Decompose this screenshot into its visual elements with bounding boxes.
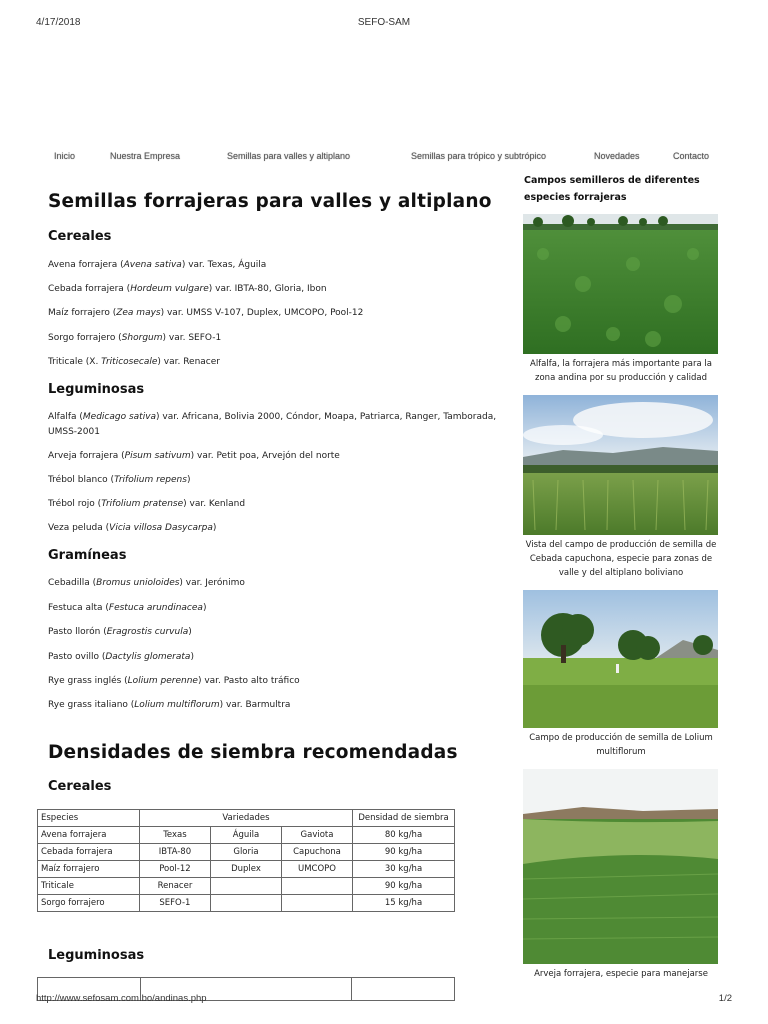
main-nav	[0, 151, 768, 165]
nav-link-contacto[interactable]: Contacto	[673, 151, 710, 161]
density-table	[37, 809, 455, 912]
table-cell: Avena forrajera	[38, 827, 140, 844]
table-row	[38, 861, 455, 878]
nav-link-inicio[interactable]: Inicio	[54, 151, 76, 161]
table-cell	[281, 895, 352, 912]
photo-lolium-field	[523, 590, 718, 728]
table-header-cell: Variedades	[139, 810, 352, 827]
table-cell: 15 kg/ha	[353, 895, 455, 912]
density-title: Densidades de siembra recomendadas	[48, 742, 458, 763]
table-cell	[281, 878, 352, 895]
list-item-graminea: Pasto ovillo (Dactylis glomerata)	[48, 652, 194, 662]
table-cell: 80 kg/ha	[353, 827, 455, 844]
table-cell: 90 kg/ha	[353, 844, 455, 861]
table-header-cell: Densidad de siembra	[353, 810, 455, 827]
nav-link-tropico-subtropico[interactable]: Semillas para trópico y subtrópico	[411, 151, 547, 161]
photo-caption: Alfalfa, la forrajera más importante para la zona andina por su producción y calidad	[530, 359, 712, 383]
table-header-row	[38, 810, 455, 827]
print-footer	[36, 993, 732, 1007]
list-item-cereal: Cebada forrajera (Hordeum vulgare) var. IBTA-80, Gloria, Ibon	[48, 284, 327, 294]
photo-pea-field	[523, 769, 718, 964]
photo-caption: Vista del campo de producción de semilla de Cebada capuchona, especie para zonas de valle y del altiplano boliviano	[525, 540, 717, 578]
list-item-leguminosa: Trébol blanco (Trifolium repens)	[48, 475, 191, 485]
table-row	[38, 844, 455, 861]
print-date: 4/17/2018	[36, 17, 81, 28]
list-item-graminea: Cebadilla (Bromus unioloides) var. Jerónimo	[48, 578, 245, 588]
table-cell: IBTA-80	[139, 844, 210, 861]
list-item-cereal: Avena forrajera (Avena sativa) var. Texas, Águila	[48, 260, 267, 270]
list-item-cereal: Maíz forrajero (Zea mays) var. UMSS V-107, Duplex, UMCOPO, Pool-12	[48, 308, 364, 318]
photo-caption: Arveja forrajera, especie para manejarse	[534, 969, 708, 979]
photo-alfalfa-field	[523, 214, 718, 354]
list-item-graminea: Rye grass italiano (Lolium multiflorum) var. Barmultra	[48, 700, 291, 710]
table-cell: Texas	[139, 827, 210, 844]
table-cell: Maíz forrajero	[38, 861, 140, 878]
print-header	[36, 17, 732, 31]
list-item-leguminosa: Alfalfa (Medicago sativa) var. Africana, Bolivia 2000, Cóndor, Moapa, Patriarca, Ranger, Tamborada, UMSS-2001	[48, 412, 497, 437]
print-title: SEFO-SAM	[357, 17, 411, 28]
table-cell: Cebada forrajera	[38, 844, 140, 861]
table-cell: Pool-12	[139, 861, 210, 878]
table-row	[38, 827, 455, 844]
table-cell: Triticale	[38, 878, 140, 895]
list-item-cereal: Triticale (X. Triticosecale) var. Renacer	[48, 357, 220, 367]
photo-caption: Campo de producción de semilla de Lolium multiflorum	[529, 733, 713, 757]
nav-link-nuestra-empresa[interactable]: Nuestra Empresa	[110, 151, 181, 161]
sidebar-title: Campos semilleros de diferentes especies forrajeras	[524, 175, 700, 203]
section-heading-leguminosas: Leguminosas	[48, 382, 145, 397]
density-heading-leguminosas: Leguminosas	[48, 948, 145, 963]
table-cell: UMCOPO	[281, 861, 352, 878]
list-item-leguminosa: Arveja forrajera (Pisum sativum) var. Petit poa, Arvejón del norte	[48, 451, 340, 461]
photo-barley-field	[523, 395, 718, 535]
nav-link-valles-altiplano[interactable]: Semillas para valles y altiplano	[227, 151, 351, 161]
table-row	[38, 878, 455, 895]
table-row	[38, 895, 455, 912]
footer-url: http://www.sefosam.com.bo/andinas.php	[36, 993, 207, 1004]
table-cell: SEFO-1	[139, 895, 210, 912]
list-item-graminea: Pasto llorón (Eragrostis curvula)	[48, 627, 192, 637]
list-item-graminea: Festuca alta (Festuca arundinacea)	[48, 603, 207, 613]
list-item-leguminosa: Veza peluda (Vicia villosa Dasycarpa)	[48, 523, 217, 533]
table-cell: 30 kg/ha	[353, 861, 455, 878]
table-cell: Capuchona	[281, 844, 352, 861]
nav-link-novedades[interactable]: Novedades	[594, 151, 640, 161]
section-heading-cereales: Cereales	[48, 229, 112, 244]
table-cell	[210, 895, 281, 912]
list-item-leguminosa: Trébol rojo (Trifolium pratense) var. Kenland	[48, 499, 246, 509]
table-header-cell: Especies	[38, 810, 140, 827]
list-item-cereal: Sorgo forrajero (Shorgum) var. SEFO-1	[48, 333, 222, 343]
table-cell: Sorgo forrajero	[38, 895, 140, 912]
section-heading-gramineas: Gramíneas	[48, 548, 127, 563]
density-heading-cereales: Cereales	[48, 779, 112, 794]
table-cell: Águila	[210, 827, 281, 844]
table-cell: Gaviota	[281, 827, 352, 844]
table-cell	[210, 878, 281, 895]
table-cell: Duplex	[210, 861, 281, 878]
footer-page-number: 1/2	[718, 993, 732, 1004]
list-item-graminea: Rye grass inglés (Lolium perenne) var. Pasto alto tráfico	[48, 676, 300, 686]
table-cell: Renacer	[139, 878, 210, 895]
table-cell: 90 kg/ha	[353, 878, 455, 895]
table-cell: Gloria	[210, 844, 281, 861]
page-title: Semillas forrajeras para valles y altiplano	[48, 191, 492, 212]
